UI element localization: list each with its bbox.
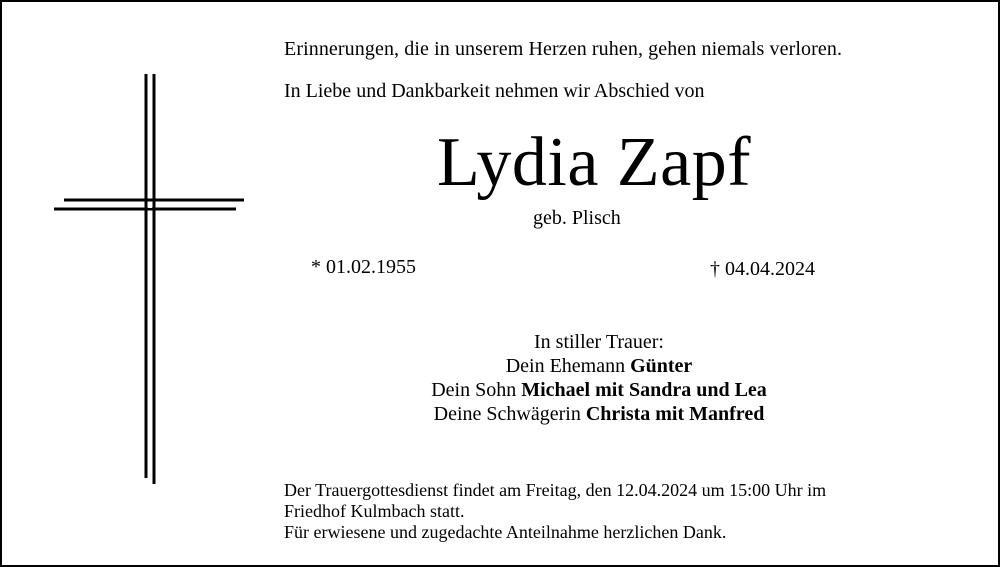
mourner-names: Michael mit Sandra und Lea	[521, 379, 767, 401]
service-info	[284, 480, 974, 543]
mourner-relation: Dein Sohn	[431, 379, 522, 401]
cross-icon	[52, 72, 247, 484]
death-date: † 04.04.2024	[710, 258, 815, 280]
mourner-line	[284, 378, 914, 402]
mourner-names: Günter	[630, 355, 693, 377]
mourners-block	[284, 330, 914, 426]
motto-text: Erinnerungen, die in unserem Herzen ruhen, gehen niemals verloren.	[284, 38, 843, 60]
mourner-line	[284, 354, 914, 378]
service-line: Der Trauergottesdienst findet am Freitag, den 12.04.2024 um 15:00 Uhr im	[284, 480, 827, 500]
mourner-names: Christa mit Manfred	[585, 403, 765, 425]
deceased-name: Lydia Zapf	[437, 124, 752, 201]
service-line: Friedhof Kulmbach statt.	[284, 501, 465, 521]
mourner-relation: Deine Schwägerin	[433, 403, 586, 425]
mourners-heading: In stiller Trauer:	[534, 331, 664, 353]
maiden-name: geb. Plisch	[533, 207, 621, 229]
birth-date: * 01.02.1955	[311, 256, 416, 278]
intro-text: In Liebe und Dankbarkeit nehmen wir Abschied von	[284, 80, 705, 102]
mourner-line	[284, 402, 914, 426]
thanks-line: Für erwiesene und zugedachte Anteilnahme herzlichen Dank.	[284, 522, 727, 542]
mourner-relation: Dein Ehemann	[505, 355, 631, 377]
